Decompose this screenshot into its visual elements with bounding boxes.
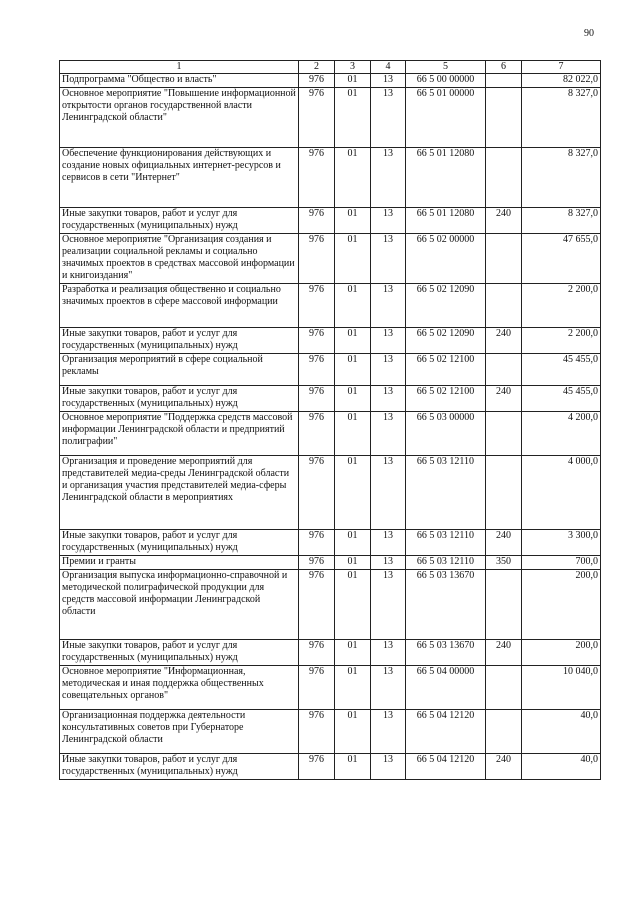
cell-subsection: 13 [371, 412, 406, 456]
table-row [60, 666, 601, 710]
cell-section: 01 [335, 88, 371, 148]
cell-expense-type: 240 [486, 328, 522, 354]
cell-subsection: 13 [371, 354, 406, 386]
table-row [60, 88, 601, 148]
cell-expense-type [486, 354, 522, 386]
table-row [60, 640, 601, 666]
table-row [60, 710, 601, 754]
column-header: 3 [335, 61, 371, 74]
cell-target-article: 66 5 03 12110 [406, 556, 486, 570]
cell-name: Иные закупки товаров, работ и услуг для государственных (муниципальных) нужд [60, 640, 299, 666]
cell-amount: 2 200,0 [522, 284, 601, 328]
cell-expense-type [486, 284, 522, 328]
cell-name: Организационная поддержка деятельности консультативных советов при Губернаторе Ленинградской области [60, 710, 299, 754]
cell-name: Организация мероприятий в сфере социальной рекламы [60, 354, 299, 386]
cell-target-article: 66 5 03 12110 [406, 456, 486, 530]
cell-target-article: 66 5 03 13670 [406, 570, 486, 640]
cell-subsection: 13 [371, 640, 406, 666]
cell-name: Иные закупки товаров, работ и услуг для государственных (муниципальных) нужд [60, 530, 299, 556]
cell-subsection: 13 [371, 710, 406, 754]
cell-amount: 8 327,0 [522, 88, 601, 148]
cell-target-article: 66 5 02 12100 [406, 386, 486, 412]
cell-section: 01 [335, 412, 371, 456]
cell-subsection: 13 [371, 74, 406, 88]
cell-admin-code: 976 [299, 88, 335, 148]
cell-name: Основное мероприятие "Поддержка средств массовой информации Ленинградской области и предприятий полиграфии" [60, 412, 299, 456]
cell-admin-code: 976 [299, 710, 335, 754]
cell-subsection: 13 [371, 530, 406, 556]
cell-expense-type: 240 [486, 386, 522, 412]
table-row [60, 386, 601, 412]
cell-target-article: 66 5 01 12080 [406, 208, 486, 234]
cell-amount: 45 455,0 [522, 386, 601, 412]
cell-admin-code: 976 [299, 556, 335, 570]
cell-name: Иные закупки товаров, работ и услуг для государственных (муниципальных) нужд [60, 208, 299, 234]
cell-section: 01 [335, 666, 371, 710]
cell-subsection: 13 [371, 148, 406, 208]
cell-target-article: 66 5 02 12090 [406, 328, 486, 354]
cell-expense-type: 240 [486, 208, 522, 234]
table-row [60, 328, 601, 354]
column-header: 4 [371, 61, 406, 74]
cell-admin-code: 976 [299, 208, 335, 234]
table-row [60, 556, 601, 570]
cell-admin-code: 976 [299, 148, 335, 208]
cell-amount: 3 300,0 [522, 530, 601, 556]
cell-subsection: 13 [371, 570, 406, 640]
cell-subsection: 13 [371, 556, 406, 570]
cell-name: Основное мероприятие "Информационная, методическая и иная поддержка общественных совещательных органов" [60, 666, 299, 710]
table-row [60, 284, 601, 328]
cell-section: 01 [335, 754, 371, 780]
cell-section: 01 [335, 556, 371, 570]
cell-expense-type: 240 [486, 530, 522, 556]
table-row [60, 354, 601, 386]
cell-name: Премии и гранты [60, 556, 299, 570]
table-row [60, 412, 601, 456]
cell-target-article: 66 5 04 00000 [406, 666, 486, 710]
cell-section: 01 [335, 354, 371, 386]
cell-expense-type [486, 570, 522, 640]
column-header: 5 [406, 61, 486, 74]
cell-admin-code: 976 [299, 570, 335, 640]
cell-admin-code: 976 [299, 666, 335, 710]
cell-section: 01 [335, 234, 371, 284]
cell-expense-type [486, 148, 522, 208]
cell-target-article: 66 5 03 00000 [406, 412, 486, 456]
cell-name: Обеспечение функционирования действующих и создание новых официальных интернет-ресурсов и сервисов в сети "Интернет" [60, 148, 299, 208]
cell-admin-code: 976 [299, 640, 335, 666]
table-row [60, 208, 601, 234]
cell-target-article: 66 5 00 00000 [406, 74, 486, 88]
cell-admin-code: 976 [299, 530, 335, 556]
column-header: 1 [60, 61, 299, 74]
table-row [60, 234, 601, 284]
table-row [60, 530, 601, 556]
column-header: 7 [522, 61, 601, 74]
cell-target-article: 66 5 01 12080 [406, 148, 486, 208]
cell-target-article: 66 5 02 12100 [406, 354, 486, 386]
cell-name: Основное мероприятие "Организация создания и реализации социальной рекламы и социально значимых проектов в средствах массовой информации и книгоиздания" [60, 234, 299, 284]
cell-expense-type [486, 88, 522, 148]
cell-name: Иные закупки товаров, работ и услуг для государственных (муниципальных) нужд [60, 328, 299, 354]
table-row [60, 148, 601, 208]
cell-name: Иные закупки товаров, работ и услуг для государственных (муниципальных) нужд [60, 754, 299, 780]
cell-amount: 40,0 [522, 754, 601, 780]
cell-target-article: 66 5 01 00000 [406, 88, 486, 148]
cell-section: 01 [335, 386, 371, 412]
budget-table [59, 60, 601, 780]
cell-subsection: 13 [371, 328, 406, 354]
cell-admin-code: 976 [299, 456, 335, 530]
table-header-row [60, 61, 601, 74]
cell-subsection: 13 [371, 208, 406, 234]
cell-section: 01 [335, 640, 371, 666]
cell-subsection: 13 [371, 234, 406, 284]
cell-subsection: 13 [371, 456, 406, 530]
cell-expense-type: 350 [486, 556, 522, 570]
cell-subsection: 13 [371, 88, 406, 148]
cell-amount: 8 327,0 [522, 148, 601, 208]
cell-section: 01 [335, 328, 371, 354]
cell-section: 01 [335, 148, 371, 208]
cell-admin-code: 976 [299, 354, 335, 386]
cell-subsection: 13 [371, 386, 406, 412]
cell-amount: 200,0 [522, 570, 601, 640]
cell-name: Организация и проведение мероприятий для представителей медиа-среды Ленинградской области и организация участия представителей медиа-сферы Ленинградской области в мероприятиях [60, 456, 299, 530]
cell-amount: 200,0 [522, 640, 601, 666]
cell-subsection: 13 [371, 284, 406, 328]
cell-amount: 700,0 [522, 556, 601, 570]
cell-target-article: 66 5 03 13670 [406, 640, 486, 666]
cell-amount: 40,0 [522, 710, 601, 754]
cell-admin-code: 976 [299, 412, 335, 456]
cell-amount: 82 022,0 [522, 74, 601, 88]
cell-expense-type [486, 412, 522, 456]
cell-amount: 10 040,0 [522, 666, 601, 710]
cell-subsection: 13 [371, 754, 406, 780]
cell-name: Основное мероприятие "Повышение информационной открытости органов государственной власти Ленинградской области" [60, 88, 299, 148]
cell-section: 01 [335, 284, 371, 328]
cell-amount: 2 200,0 [522, 328, 601, 354]
cell-name: Иные закупки товаров, работ и услуг для государственных (муниципальных) нужд [60, 386, 299, 412]
cell-expense-type [486, 710, 522, 754]
cell-expense-type: 240 [486, 754, 522, 780]
table-row [60, 456, 601, 530]
cell-expense-type: 240 [486, 640, 522, 666]
cell-section: 01 [335, 74, 371, 88]
cell-target-article: 66 5 03 12110 [406, 530, 486, 556]
cell-amount: 47 655,0 [522, 234, 601, 284]
table-row [60, 74, 601, 88]
cell-expense-type [486, 666, 522, 710]
cell-expense-type [486, 74, 522, 88]
cell-name: Подпрограмма "Общество и власть" [60, 74, 299, 88]
cell-expense-type [486, 234, 522, 284]
page-number: 90 [584, 28, 594, 39]
cell-expense-type [486, 456, 522, 530]
cell-name: Разработка и реализация общественно и социально значимых проектов в сфере массовой информации [60, 284, 299, 328]
cell-section: 01 [335, 570, 371, 640]
cell-admin-code: 976 [299, 386, 335, 412]
cell-admin-code: 976 [299, 328, 335, 354]
cell-section: 01 [335, 456, 371, 530]
cell-amount: 4 200,0 [522, 412, 601, 456]
cell-target-article: 66 5 02 12090 [406, 284, 486, 328]
table-row [60, 754, 601, 780]
cell-amount: 4 000,0 [522, 456, 601, 530]
table-row [60, 570, 601, 640]
cell-section: 01 [335, 530, 371, 556]
cell-admin-code: 976 [299, 284, 335, 328]
cell-admin-code: 976 [299, 234, 335, 284]
cell-target-article: 66 5 04 12120 [406, 710, 486, 754]
column-header: 6 [486, 61, 522, 74]
column-header: 2 [299, 61, 335, 74]
cell-subsection: 13 [371, 666, 406, 710]
cell-admin-code: 976 [299, 754, 335, 780]
cell-amount: 45 455,0 [522, 354, 601, 386]
cell-target-article: 66 5 04 12120 [406, 754, 486, 780]
cell-name: Организация выпуска информационно-справочной и методической полиграфической продукции для средств массовой информации Ленинградской области [60, 570, 299, 640]
cell-section: 01 [335, 208, 371, 234]
cell-target-article: 66 5 02 00000 [406, 234, 486, 284]
cell-admin-code: 976 [299, 74, 335, 88]
cell-section: 01 [335, 710, 371, 754]
cell-amount: 8 327,0 [522, 208, 601, 234]
